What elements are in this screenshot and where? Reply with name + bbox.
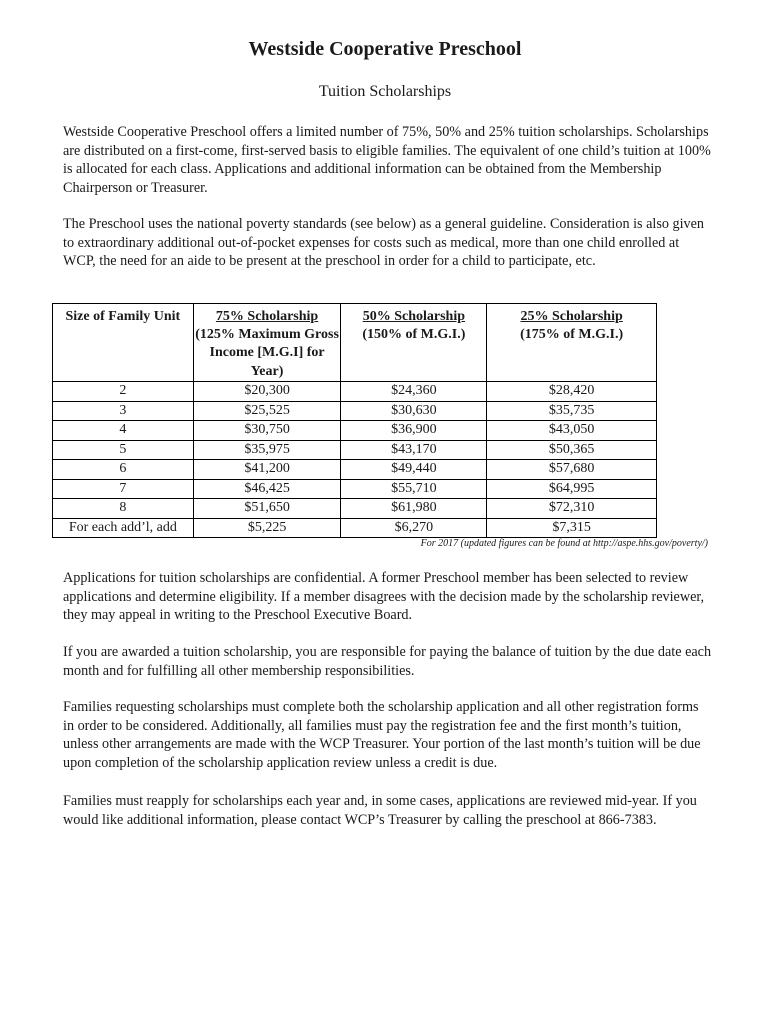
cell-50-income: $43,170 (341, 440, 487, 460)
reapply-paragraph: Families must reapply for scholarships each year and, in some cases, applications are reviewed mid-year. If you would like additional information, please contact WCP’s Treasurer by calling the preschool at 866-7383. (63, 793, 697, 828)
table-header-row (53, 304, 657, 382)
table-row (53, 382, 657, 402)
header-25-note: (175% of M.G.I.) (520, 327, 624, 343)
cell-25-income: $28,420 (487, 382, 657, 402)
cell-50-income: $61,980 (341, 499, 487, 519)
cell-family-size: 5 (53, 440, 194, 460)
cell-25-income: $43,050 (487, 421, 657, 441)
cell-75-income: $51,650 (193, 499, 341, 519)
table-row (53, 518, 657, 538)
cell-50-income: $49,440 (341, 460, 487, 480)
responsibility-paragraph: If you are awarded a tuition scholarship, you are responsible for paying the balance of tuition by the due date each month and for fulfilling all other membership responsibilities. (63, 644, 712, 679)
cell-family-size: 6 (53, 460, 194, 480)
cell-75-income: $41,200 (193, 460, 341, 480)
confidentiality-paragraph: Applications for tuition scholarships are confidential. A former Preschool member has been selected to review applications and determine eligibility. If a member disagrees with the decision made by the scholarship reviewer, they may appeal in writing to the Preschool Executive Board. (63, 570, 705, 624)
cell-family-size: 7 (53, 479, 194, 499)
cell-family-size: 2 (53, 382, 194, 402)
cell-75-income: $25,525 (193, 401, 341, 421)
cell-25-income: $7,315 (487, 518, 657, 538)
intro-paragraph: Westside Cooperative Preschool offers a limited number of 75%, 50% and 25% tuition scholarships. Scholarships are distributed on a first-come, first-served basis to eligible families. The equivalent of one child’s tuition at 100% is allocated for each class. Applications and additional information can be obtained from the Membership Chairperson or Treasurer. (63, 124, 711, 196)
table-row (53, 499, 657, 519)
cell-25-income: $50,365 (487, 440, 657, 460)
header-75-scholarship (193, 304, 341, 382)
header-50-scholarship (341, 304, 487, 382)
table-row (53, 460, 657, 480)
cell-75-income: $46,425 (193, 479, 341, 499)
cell-75-income: $30,750 (193, 421, 341, 441)
header-75-title: 75% Scholarship (215, 309, 319, 324)
header-75-note: (125% Maximum Gross Income [M.G.I] for Year) (195, 327, 339, 379)
cell-75-income: $20,300 (193, 382, 341, 402)
cell-50-income: $36,900 (341, 421, 487, 441)
cell-25-income: $64,995 (487, 479, 657, 499)
table-row (53, 440, 657, 460)
cell-25-income: $57,680 (487, 460, 657, 480)
header-25-title: 25% Scholarship (520, 309, 623, 324)
table-footnote: For 2017 (updated figures can be found at http://aspe.hhs.gov/poverty/) (420, 538, 708, 549)
cell-50-income: $24,360 (341, 382, 487, 402)
cell-25-income: $72,310 (487, 499, 657, 519)
header-50-note: (150% of M.G.I.) (362, 327, 466, 343)
cell-25-income: $35,735 (487, 401, 657, 421)
cell-50-income: $30,630 (341, 401, 487, 421)
cell-50-income: $55,710 (341, 479, 487, 499)
guideline-paragraph: The Preschool uses the national poverty standards (see below) as a general guideline. Consideration is also given to extraordinary additional out-of-pocket expenses for costs such as medical, more than one child enrolled at WCP, the need for an aide to be present at the preschool in order for a child to participate, etc. (63, 216, 705, 270)
cell-family-size: For each add’l, add (53, 518, 194, 538)
document-title: Westside Cooperative Preschool (248, 38, 522, 60)
table-row (53, 421, 657, 441)
table-row (53, 401, 657, 421)
header-25-scholarship (487, 304, 657, 382)
cell-family-size: 3 (53, 401, 194, 421)
scholarship-table (52, 303, 657, 538)
header-50-title: 50% Scholarship (362, 309, 466, 324)
cell-75-income: $35,975 (193, 440, 341, 460)
cell-75-income: $5,225 (193, 518, 341, 538)
cell-50-income: $6,270 (341, 518, 487, 538)
document-subtitle: Tuition Scholarships (318, 83, 452, 100)
header-family-size (53, 304, 194, 382)
table-body (53, 382, 657, 538)
cell-family-size: 8 (53, 499, 194, 519)
requirements-paragraph: Families requesting scholarships must complete both the scholarship application and all other registration forms in order to be considered. Additionally, all families must pay the registration fee and the first month’s tuition, unless other arrangements are made with the WCP Treasurer. Your portion of the last month’s tuition will be due upon completion of the scholarship application review unless a credit is due. (63, 699, 701, 771)
table-row (53, 479, 657, 499)
header-family-size-label: Size of Family Unit (65, 309, 181, 324)
cell-family-size: 4 (53, 421, 194, 441)
